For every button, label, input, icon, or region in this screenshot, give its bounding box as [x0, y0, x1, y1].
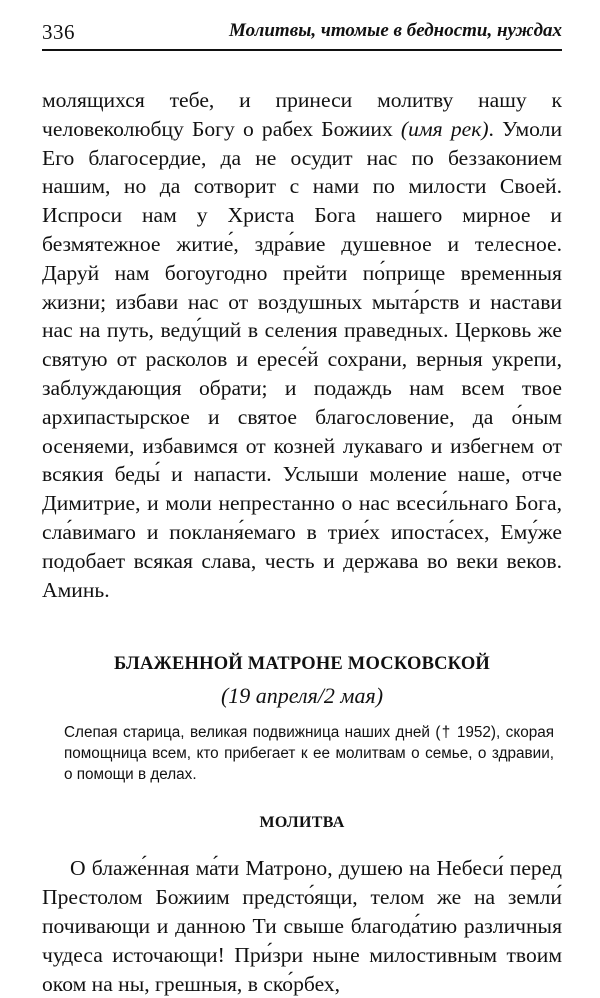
prayer-text	[42, 854, 562, 998]
saint-description: Слепая старица, великая подвижница наших дней († 1952), скорая помощница всем, кто прибегает к ее молитвам о семье, о здравии, о помощи в делах.	[64, 724, 554, 784]
prayer-heading: МОЛИТВА	[259, 814, 345, 832]
section-date: (19 апреля/2 мая)	[220, 683, 384, 709]
name-placeholder-note: (имя рек)	[400, 116, 489, 141]
prayer-continuation-paragraph	[42, 86, 562, 604]
text-before-note: молящихся тебе, и принеси молитву нашу к человеколюбцу Богу о рабех Божиих	[42, 88, 562, 141]
text-after-note: . Умоли Его благосердие, да не осудит нас по беззаконием нашим, но да сотворит с нами по милости Своей. Испроси нам у Христа Бога нашего мирное и безмятежное житие́, здра́вие душевное и телесное. Даруй нам богоугодно прейти по́прище временныя жизни; избави нас от воздушных мыта́рств и настави нас на путь, веду́щий в селения праведных. Церковь же святую от расколов и ересе́й сохрани, верныя укрепи, заблуждающия обрати; и подаждь нам всем твое архипастырское и святое благословение, да о́ным осеняеми, избавимся от козней лукаваго и избегнем от всякия беды́ и напасти. Услыши моление наше, отче Димитрие, и моли непрестанно о нас всеси́льнаго Бога, сла́вимаго и покланя́емаго в трие́х ипоста́сех, Ему́же подобает всякая слава, честь и держава во веки веков. Аминь.	[42, 116, 562, 602]
section-title: БЛАЖЕННОЙ МАТРОНЕ МОСКОВСКОЙ	[113, 654, 490, 675]
page-number: 336	[42, 20, 75, 44]
running-title: Молитвы, чтомые в бедности, нуждах	[228, 20, 562, 41]
book-page	[42, 14, 562, 998]
prayer-continuation	[42, 86, 562, 604]
page-header	[42, 14, 562, 52]
prayer-paragraph: О блаже́нная ма́ти Матроно, душею на Небеси́ перед Престолом Божиим предсто́ящи, телом же на земли́ почивающи и данною Ти свыше благода́тию различныя чудеса источающи! При́зри ныне милостивным твоим оком на ны, грешныя, в ско́рбех,	[42, 856, 562, 996]
header-rule	[42, 49, 562, 51]
